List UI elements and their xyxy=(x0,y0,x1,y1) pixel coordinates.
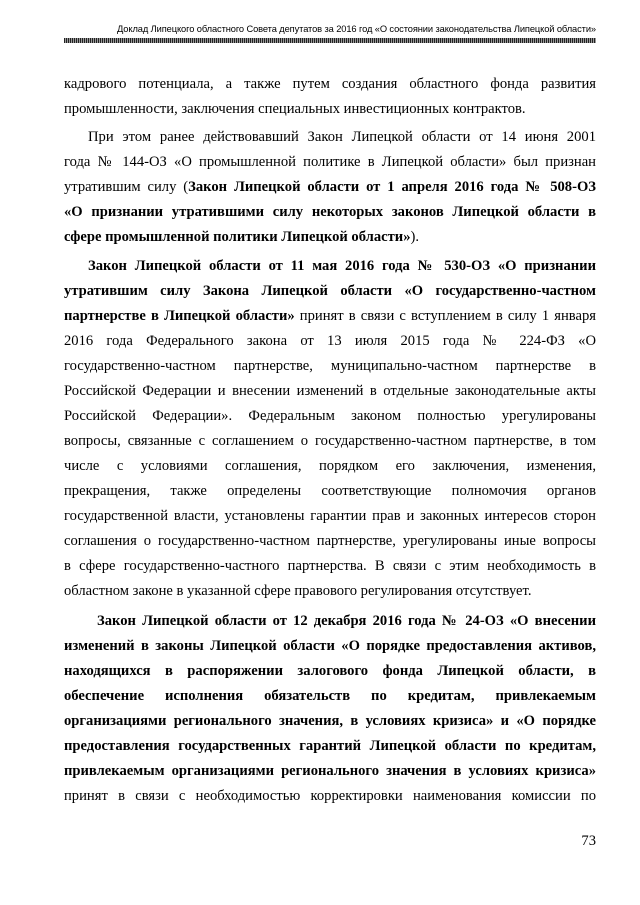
text-line xyxy=(64,659,596,683)
text-line xyxy=(64,709,596,733)
text-line xyxy=(64,125,596,149)
text-segment: принят в связи с вступлением в силу 1 января xyxy=(294,308,596,324)
header-rule xyxy=(64,38,596,43)
bold-text: привлекаемым организациями регионального значения в условиях кризиса» xyxy=(64,763,596,779)
text-line xyxy=(64,379,596,403)
bold-text: «О признании утратившими силу некоторых законов Липецкой области в xyxy=(64,204,596,220)
text-segment: государственно-частном партнерстве, муниципально-частном партнерстве в xyxy=(64,358,596,374)
text-segment: утратившим силу ( xyxy=(64,179,189,195)
bold-text: организациями регионального значения, в условиях кризиса» и «О порядке xyxy=(64,713,596,729)
page-number: 73 xyxy=(581,833,596,849)
text-line xyxy=(64,72,596,96)
bold-text: сфере промышленной политики Липецкой области» xyxy=(64,229,411,245)
bold-text: изменений в законы Липецкой области «О порядке предоставления активов, xyxy=(64,638,596,654)
text-line xyxy=(64,579,596,603)
text-line xyxy=(64,529,596,553)
text-segment: в сфере государственно-частного партнерства. В связи с этим необходимость в xyxy=(64,558,596,574)
text-segment: 2016 года Федерального закона от 13 июля 2015 года № 224-ФЗ «О xyxy=(64,333,596,349)
text-line xyxy=(64,175,596,199)
text-line xyxy=(64,225,596,249)
text-segment: кадрового потенциала, а также путем создания областного фонда развития xyxy=(64,76,596,92)
text-segment: принят в связи с необходимостью корректировки наименования комиссии по xyxy=(64,788,596,804)
text-segment: областном законе в указанной сфере правового регулирования отсутствует. xyxy=(64,583,532,599)
bold-text: Закон Липецкой области от 12 декабря 2016 года № 24-ОЗ «О внесении xyxy=(97,613,596,629)
text-line xyxy=(64,150,596,174)
bold-text: утратившим силу Закона Липецкой области «О государственно-частном xyxy=(64,283,596,299)
text-line xyxy=(64,609,596,633)
text-segment: При этом ранее действовавший Закон Липецкой области от 14 июня 2001 xyxy=(88,129,596,145)
text-line xyxy=(64,759,596,783)
text-segment: ). xyxy=(410,229,420,245)
text-line xyxy=(64,784,596,808)
text-line xyxy=(64,254,596,278)
bold-text: обеспечение исполнения обязательств по кредитам, привлекаемым xyxy=(64,688,596,704)
text-segment: Российской Федерации». Федеральным законом полностью урегулированы xyxy=(64,408,596,424)
text-line xyxy=(64,279,596,303)
text-line xyxy=(64,684,596,708)
bold-text: партнерстве в Липецкой области» xyxy=(64,308,295,324)
text-segment: государственной власти, установлены гарантии прав и законных интересов сторон xyxy=(64,508,596,524)
text-line xyxy=(64,200,596,224)
running-header: Доклад Липецкого областного Совета депутатов за 2016 год «О состоянии законодательства Липецкой области» xyxy=(117,24,596,34)
text-line xyxy=(64,634,596,658)
text-segment: прекращения, также определены соответствующие полномочия органов xyxy=(64,483,596,499)
bold-text: находящихся в распоряжении залогового фонда Липецкой области, в xyxy=(64,663,596,679)
text-line xyxy=(64,504,596,528)
bold-text: Закон Липецкой области от 1 апреля 2016 года № 508-ОЗ xyxy=(188,179,596,195)
text-line xyxy=(64,304,596,328)
bold-text: предоставления государственных гарантий Липецкой области по кредитам, xyxy=(64,738,596,754)
text-line xyxy=(64,329,596,353)
bold-text: Закон Липецкой области от 11 мая 2016 года № 530-ОЗ «О признании xyxy=(88,258,596,274)
text-segment: промышленности, заключения специальных инвестиционных контрактов. xyxy=(64,101,526,117)
text-segment: года № 144-ОЗ «О промышленной политике в Липецкой области» был признан xyxy=(64,154,596,170)
text-line xyxy=(64,97,596,121)
text-line xyxy=(64,454,596,478)
text-segment: соглашения о государственно-частном партнерстве, урегулированы иные вопросы xyxy=(64,533,596,549)
text-segment: Российской Федерации и внесении изменений в отдельные законодательные акты xyxy=(64,383,596,399)
text-line xyxy=(64,404,596,428)
text-line xyxy=(64,734,596,758)
text-line xyxy=(64,554,596,578)
text-line xyxy=(64,479,596,503)
text-line xyxy=(64,354,596,378)
text-segment: вопросы, связанные с соглашением о государственно-частном партнерстве, в том xyxy=(64,433,596,449)
text-line xyxy=(64,429,596,453)
text-segment: числе с условиями соглашения, порядком его заключения, изменения, xyxy=(64,458,596,474)
